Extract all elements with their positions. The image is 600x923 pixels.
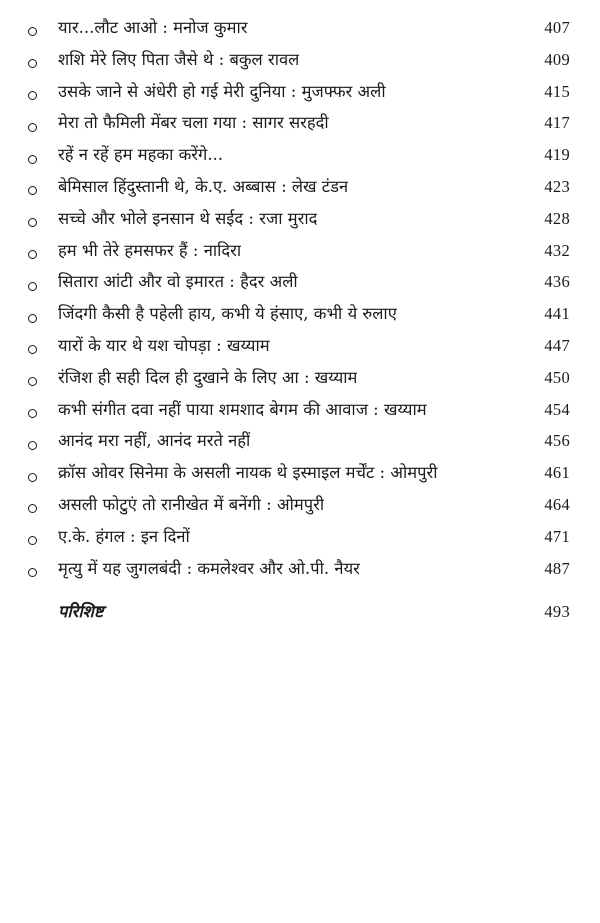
toc-entry-title: रहें न रहें हम महका करेंगे... bbox=[58, 145, 224, 165]
toc-entry bbox=[0, 76, 600, 108]
bullet-icon bbox=[26, 489, 38, 521]
toc-entry-title: मृत्यु में यह जुगलबंदी : कमलेश्वर और ओ.पी. नैयर bbox=[58, 558, 360, 578]
bullet-icon bbox=[26, 553, 38, 585]
bullet-icon bbox=[26, 425, 38, 457]
bullet-icon bbox=[26, 235, 38, 267]
toc-appendix-entry bbox=[0, 597, 600, 627]
bullet-icon bbox=[26, 76, 38, 108]
bullet-icon bbox=[26, 521, 38, 553]
toc-entry bbox=[0, 298, 600, 330]
appendix-page: 493 bbox=[544, 602, 570, 621]
toc-entry-page: 428 bbox=[544, 208, 570, 228]
bullet-icon bbox=[26, 298, 38, 330]
toc-entry bbox=[0, 266, 600, 298]
toc-entry bbox=[0, 425, 600, 457]
bullet-icon bbox=[26, 12, 38, 44]
toc-entry-page: 417 bbox=[544, 113, 570, 133]
toc-entry-title: असली फोटुएं तो रानीखेत में बनेंगी : ओमपुरी bbox=[58, 494, 325, 514]
toc-entry bbox=[0, 394, 600, 426]
toc-entry-title: जिंदगी कैसी है पहेली हाय, कभी ये हंसाए, कभी ये रुलाए bbox=[58, 304, 397, 324]
toc-entry-page: 409 bbox=[544, 49, 570, 69]
toc-entry-page: 423 bbox=[544, 176, 570, 196]
toc-entry-page: 450 bbox=[544, 367, 570, 387]
toc-entry-title: बेमिसाल हिंदुस्तानी थे, के.ए. अब्बास : लेख टंडन bbox=[58, 176, 349, 196]
toc-entry bbox=[0, 107, 600, 139]
toc-entry-page: 447 bbox=[544, 335, 570, 355]
toc-entry bbox=[0, 489, 600, 521]
toc-entry bbox=[0, 44, 600, 76]
appendix-title: परिशिष्ट bbox=[58, 602, 104, 621]
toc-entry-title: शशि मेरे लिए पिता जैसे थे : बकुल रावल bbox=[58, 49, 300, 69]
toc-entry bbox=[0, 139, 600, 171]
bullet-icon bbox=[26, 362, 38, 394]
bullet-icon bbox=[26, 394, 38, 426]
bullet-icon bbox=[26, 44, 38, 76]
toc-entry-title: कभी संगीत दवा नहीं पाया शमशाद बेगम की आवाज : खय्याम bbox=[58, 399, 427, 419]
toc-entry-page: 419 bbox=[544, 145, 570, 165]
toc-entry-page: 456 bbox=[544, 431, 570, 451]
bullet-icon bbox=[26, 457, 38, 489]
toc-entry-title: सच्चे और भोले इनसान थे सईद : रजा मुराद bbox=[58, 208, 318, 228]
toc-entry bbox=[0, 235, 600, 267]
toc-entry-title: रंजिश ही सही दिल ही दुखाने के लिए आ : खय्याम bbox=[58, 367, 358, 387]
toc-entry-title: उसके जाने से अंधेरी हो गई मेरी दुनिया : मुजफ्फर अली bbox=[58, 81, 386, 101]
table-of-contents bbox=[0, 12, 600, 584]
toc-entry-page: 407 bbox=[544, 18, 570, 37]
toc-entry-page: 471 bbox=[544, 526, 570, 546]
bullet-icon bbox=[26, 139, 38, 171]
toc-entry-page: 436 bbox=[544, 272, 570, 292]
toc-entry-page: 454 bbox=[544, 399, 570, 419]
toc-entry-title: आनंद मरा नहीं, आनंद मरते नहीं bbox=[58, 431, 251, 451]
bullet-icon bbox=[26, 330, 38, 362]
toc-entry bbox=[0, 330, 600, 362]
toc-entry-title: सितारा आंटी और वो इमारत : हैदर अली bbox=[58, 272, 298, 292]
toc-entry-title: यार...लौट आओ : मनोज कुमार bbox=[58, 18, 248, 37]
toc-entry-title: क्रॉस ओवर सिनेमा के असली नायक थे इस्माइल मर्चेंट : ओमपुरी bbox=[58, 463, 438, 483]
toc-entry bbox=[0, 171, 600, 203]
bullet-icon bbox=[26, 107, 38, 139]
toc-entry-title: मेरा तो फैमिली मेंबर चला गया : सागर सरहदी bbox=[58, 113, 329, 133]
toc-entry bbox=[0, 203, 600, 235]
toc-entry-page: 441 bbox=[544, 304, 570, 324]
toc-entry-title: यारों के यार थे यश चोपड़ा : खय्याम bbox=[58, 335, 270, 355]
toc-entry bbox=[0, 362, 600, 394]
toc-entry-page: 432 bbox=[544, 240, 570, 260]
bullet-icon bbox=[26, 203, 38, 235]
toc-entry-page: 487 bbox=[544, 558, 570, 578]
toc-entry-page: 461 bbox=[544, 463, 570, 483]
toc-entry-page: 464 bbox=[544, 494, 570, 514]
toc-entry bbox=[0, 457, 600, 489]
bullet-icon bbox=[26, 171, 38, 203]
toc-entry-page: 415 bbox=[544, 81, 570, 101]
toc-entry bbox=[0, 521, 600, 553]
toc-entry-title: ए.के. हंगल : इन दिनों bbox=[58, 526, 190, 546]
toc-entry bbox=[0, 553, 600, 585]
toc-entry bbox=[0, 12, 600, 44]
toc-entry-title: हम भी तेरे हमसफर हैं : नादिरा bbox=[58, 240, 242, 260]
bullet-icon bbox=[26, 266, 38, 298]
